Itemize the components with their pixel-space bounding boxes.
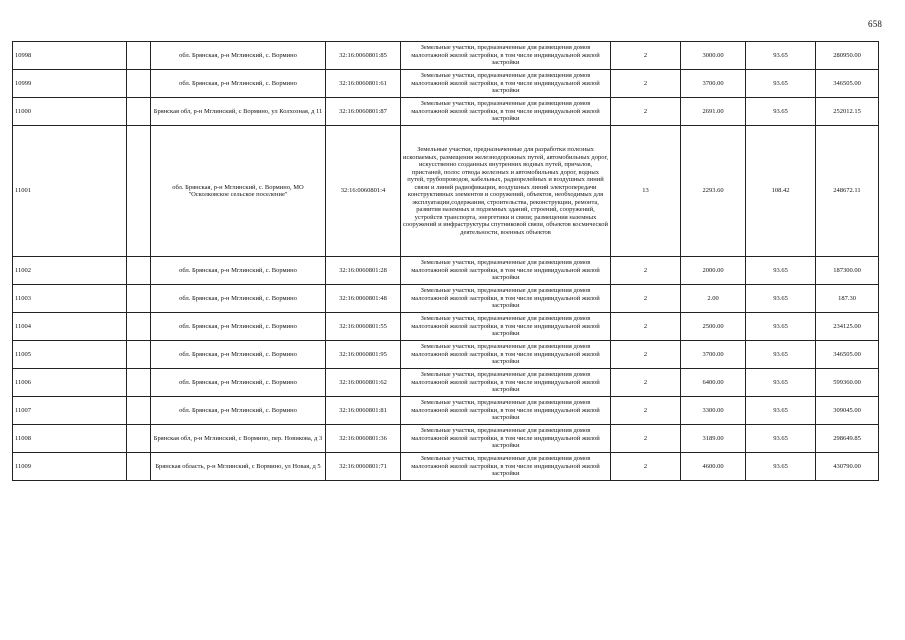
cadastral-value-cell: 309045.00 (816, 397, 879, 425)
specific-value-cell: 108.42 (746, 126, 816, 257)
cadastral-number-cell: 32:16:0060801:71 (326, 453, 401, 481)
category-code-cell: 2 (611, 453, 681, 481)
land-use-description-cell: Земельные участки, предназначенные для размещения домов малоэтажной жилой застройки, в том числе индивидуальной жилой застройки (401, 397, 611, 425)
cadastral-number-cell: 32:16:0060801:81 (326, 397, 401, 425)
category-code-cell: 13 (611, 126, 681, 257)
empty-cell (127, 341, 151, 369)
cadastral-number-cell: 32:16:0060801:62 (326, 369, 401, 397)
empty-cell (127, 313, 151, 341)
area-cell: 2691.00 (681, 98, 746, 126)
category-code-cell: 2 (611, 70, 681, 98)
cadastral-value-cell: 234125.00 (816, 313, 879, 341)
table-row (13, 313, 879, 341)
table-row (13, 425, 879, 453)
area-cell: 3300.00 (681, 397, 746, 425)
cadastral-value-cell: 346505.00 (816, 70, 879, 98)
cadastral-number-cell: 32:16:0060801:48 (326, 285, 401, 313)
area-cell: 2500.00 (681, 313, 746, 341)
cadastral-number-cell: 32:16:0060801:85 (326, 42, 401, 70)
row-number: 11007 (13, 397, 127, 425)
cadastral-number-cell: 32:16:0060801:95 (326, 341, 401, 369)
land-use-description-cell: Земельные участки, предназначенные для размещения домов малоэтажной жилой застройки, в том числе индивидуальной жилой застройки (401, 98, 611, 126)
land-use-description-cell: Земельные участки, предназначенные для размещения домов малоэтажной жилой застройки, в том числе индивидуальной жилой застройки (401, 285, 611, 313)
row-number: 11000 (13, 98, 127, 126)
table-body (13, 42, 879, 481)
address-cell: обл. Брянская, р-н Мглинский, с. Вормино, МО "Осколковское сельское поселение" (151, 126, 326, 257)
empty-cell (127, 397, 151, 425)
specific-value-cell: 93.65 (746, 369, 816, 397)
land-use-description-cell: Земельные участки, предназначенные для размещения домов малоэтажной жилой застройки, в том числе индивидуальной жилой застройки (401, 369, 611, 397)
address-cell: обл. Брянская, р-н Мглинский, с. Вормино (151, 285, 326, 313)
land-registry-table (12, 41, 879, 481)
specific-value-cell: 93.65 (746, 257, 816, 285)
cadastral-value-cell: 298649.85 (816, 425, 879, 453)
specific-value-cell: 93.65 (746, 397, 816, 425)
land-use-description-cell: Земельные участки, предназначенные для размещения домов малоэтажной жилой застройки, в том числе индивидуальной жилой застройки (401, 341, 611, 369)
cadastral-number-cell: 32:16:0060801:61 (326, 70, 401, 98)
row-number: 11005 (13, 341, 127, 369)
row-number: 11006 (13, 369, 127, 397)
address-cell: обл. Брянская, р-н Мглинский, с. Вормино (151, 369, 326, 397)
category-code-cell: 2 (611, 369, 681, 397)
land-use-description-cell: Земельные участки, предназначенные для размещения домов малоэтажной жилой застройки, в том числе индивидуальной жилой застройки (401, 425, 611, 453)
category-code-cell: 2 (611, 397, 681, 425)
area-cell: 3000.00 (681, 42, 746, 70)
page-number: 658 (868, 19, 883, 29)
address-cell: обл. Брянская, р-н Мглинский, с. Вормино (151, 313, 326, 341)
empty-cell (127, 257, 151, 285)
row-number: 11003 (13, 285, 127, 313)
cadastral-value-cell: 280950.00 (816, 42, 879, 70)
specific-value-cell: 93.65 (746, 42, 816, 70)
empty-cell (127, 126, 151, 257)
category-code-cell: 2 (611, 98, 681, 126)
cadastral-value-cell: 187300.00 (816, 257, 879, 285)
empty-cell (127, 369, 151, 397)
cadastral-value-cell: 248672.11 (816, 126, 879, 257)
land-use-description-cell: Земельные участки, предназначенные для размещения домов малоэтажной жилой застройки, в том числе индивидуальной жилой застройки (401, 257, 611, 285)
specific-value-cell: 93.65 (746, 453, 816, 481)
area-cell: 3189.00 (681, 425, 746, 453)
address-cell: обл. Брянская, р-н Мглинский, с. Вормино (151, 341, 326, 369)
land-use-description-cell: Земельные участки, предназначенные для разработки полезных ископаемых, размещения железнодорожных путей, автомобильных дорог, искусственно созданных внутренних водных путей, причалов, пристаней, полос отвода железных и автомобильных дорог, водных путей, трубопроводов, кабельных, радиорелейных и воздушных линий связи и линий радиофикации, воздушных линий электропередачи конструктивных элементов и сооружений, объектов, необходимых для эксплуатации,содержания, строительства, реконструкции, ремонта, развития наземных и подземных зданий, строений, сооружений, устройств транспорта, энергетики и связи; размещения наземных сооружений и инфраструктуры спутниковой связи, объектов космической деятельности, военных объектов (401, 126, 611, 257)
address-cell: обл. Брянская, р-н Мглинский, с. Вормино (151, 42, 326, 70)
empty-cell (127, 425, 151, 453)
row-number: 11004 (13, 313, 127, 341)
empty-cell (127, 98, 151, 126)
area-cell: 4600.00 (681, 453, 746, 481)
address-cell: обл. Брянская, р-н Мглинский, с. Вормино (151, 257, 326, 285)
row-number: 11008 (13, 425, 127, 453)
row-number: 10999 (13, 70, 127, 98)
cadastral-number-cell: 32:16:0060801:87 (326, 98, 401, 126)
empty-cell (127, 285, 151, 313)
cadastral-value-cell: 252012.15 (816, 98, 879, 126)
land-use-description-cell: Земельные участки, предназначенные для размещения домов малоэтажной жилой застройки, в том числе индивидуальной жилой застройки (401, 453, 611, 481)
category-code-cell: 2 (611, 285, 681, 313)
empty-cell (127, 70, 151, 98)
area-cell: 2.00 (681, 285, 746, 313)
row-number: 11009 (13, 453, 127, 481)
table-row (13, 126, 879, 257)
area-cell: 3700.00 (681, 70, 746, 98)
table-row (13, 453, 879, 481)
specific-value-cell: 93.65 (746, 425, 816, 453)
row-number: 11001 (13, 126, 127, 257)
area-cell: 6400.00 (681, 369, 746, 397)
area-cell: 2000.00 (681, 257, 746, 285)
address-cell: обл. Брянская, р-н Мглинский, с. Вормино (151, 397, 326, 425)
address-cell: Брянская обл, р-н Мглинский, с Вормино, ул Колхозная, д 11 (151, 98, 326, 126)
table-row (13, 257, 879, 285)
cadastral-number-cell: 32:16:0060801:28 (326, 257, 401, 285)
category-code-cell: 2 (611, 341, 681, 369)
table-row (13, 369, 879, 397)
cadastral-number-cell: 32:16:0060801:4 (326, 126, 401, 257)
category-code-cell: 2 (611, 257, 681, 285)
empty-cell (127, 453, 151, 481)
category-code-cell: 2 (611, 425, 681, 453)
land-use-description-cell: Земельные участки, предназначенные для размещения домов малоэтажной жилой застройки, в том числе индивидуальной жилой застройки (401, 70, 611, 98)
area-cell: 3700.00 (681, 341, 746, 369)
cadastral-value-cell: 346505.00 (816, 341, 879, 369)
table-row (13, 42, 879, 70)
specific-value-cell: 93.65 (746, 285, 816, 313)
cadastral-value-cell: 187.30 (816, 285, 879, 313)
cadastral-value-cell: 599360.00 (816, 369, 879, 397)
empty-cell (127, 42, 151, 70)
cadastral-value-cell: 430790.00 (816, 453, 879, 481)
land-use-description-cell: Земельные участки, предназначенные для размещения домов малоэтажной жилой застройки, в том числе индивидуальной жилой застройки (401, 313, 611, 341)
category-code-cell: 2 (611, 42, 681, 70)
row-number: 11002 (13, 257, 127, 285)
specific-value-cell: 93.65 (746, 98, 816, 126)
table-row (13, 397, 879, 425)
table-row (13, 70, 879, 98)
specific-value-cell: 93.65 (746, 341, 816, 369)
area-cell: 2293.60 (681, 126, 746, 257)
address-cell: обл. Брянская, р-н Мглинский, с. Вормино (151, 70, 326, 98)
table-row (13, 98, 879, 126)
specific-value-cell: 93.65 (746, 70, 816, 98)
address-cell: Брянская область, р-н Мглинский, с Вормино, ул Новая, д 5 (151, 453, 326, 481)
specific-value-cell: 93.65 (746, 313, 816, 341)
cadastral-number-cell: 32:16:0060801:36 (326, 425, 401, 453)
row-number: 10998 (13, 42, 127, 70)
category-code-cell: 2 (611, 313, 681, 341)
address-cell: Брянская обл, р-н Мглинский, с Вормино, пер. Новикова, д 3 (151, 425, 326, 453)
land-use-description-cell: Земельные участки, предназначенные для размещения домов малоэтажной жилой застройки, в том числе индивидуальной жилой застройки (401, 42, 611, 70)
table-row (13, 341, 879, 369)
cadastral-number-cell: 32:16:0060801:55 (326, 313, 401, 341)
table-row (13, 285, 879, 313)
